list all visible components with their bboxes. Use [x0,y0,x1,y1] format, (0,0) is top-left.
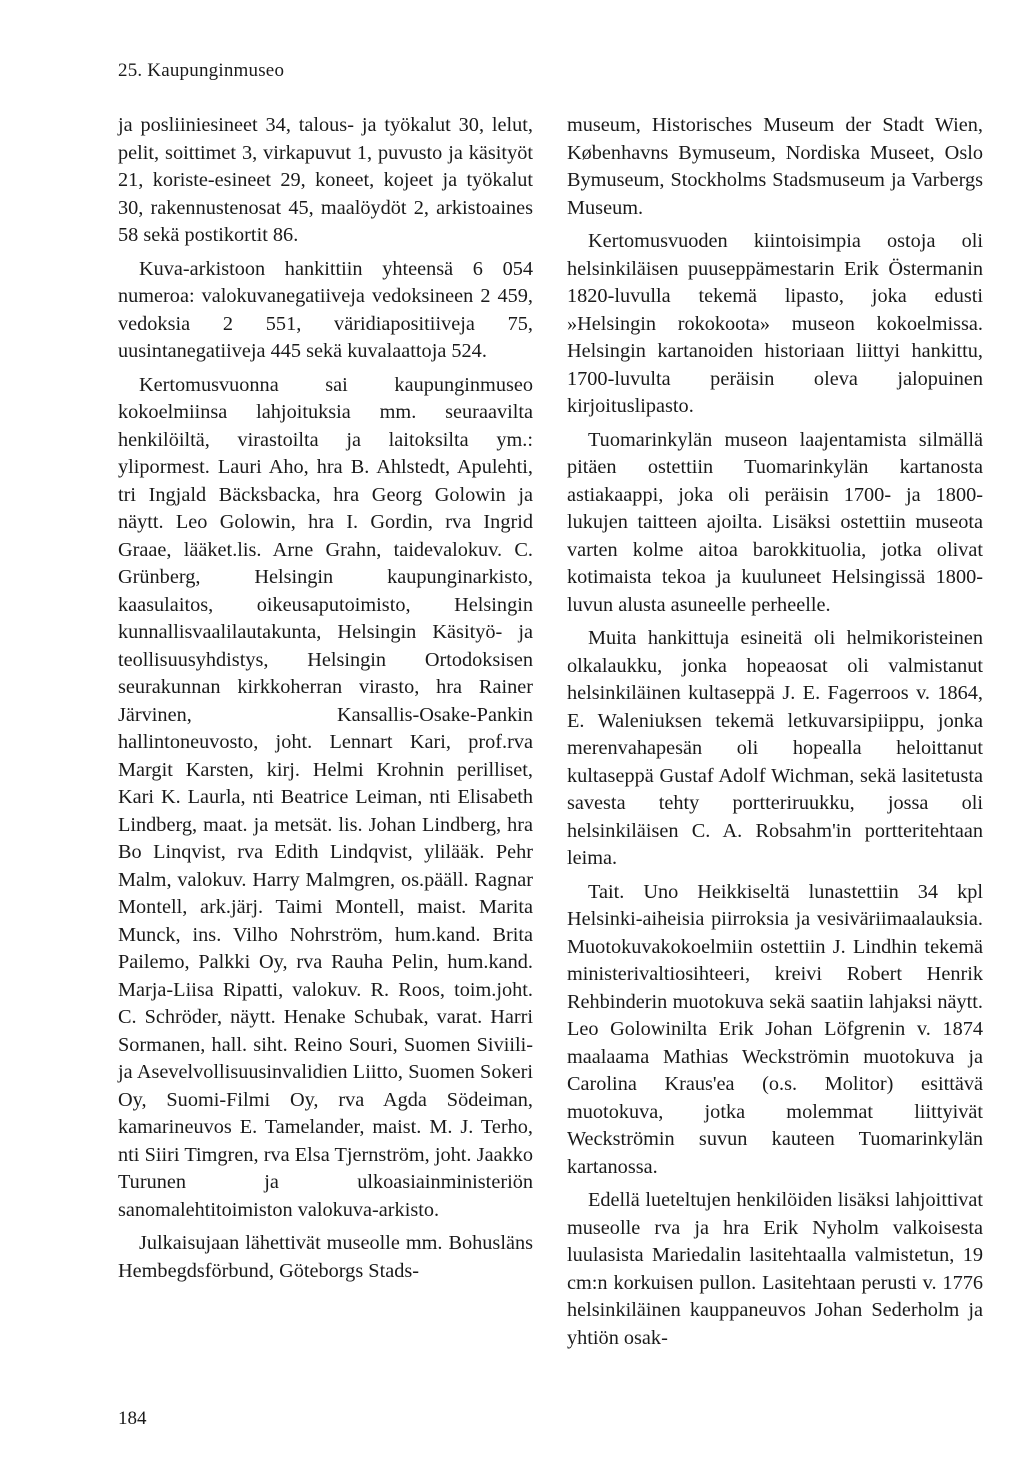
paragraph: museum, Historisches Museum der Stadt Wien, Københavns Bymuseum, Nordiska Museet, Oslo Bymuseum, Stockholms Stadsmuseum ja Varbergs Museum. [567,114,983,219]
paragraph: Tait. Uno Heikkiseltä lunastettiin 34 kpl Helsinki-aiheisia piirroksia ja vesiväriimaalauksia. Muotokuvakokoelmiin ostettiin J. Lindhin tekemä ministerivaltiosihteeri, kreivi Robert Henrik Rehbinderin muotokuva sekä saatiin lahjaksi näytt. Leo Golowinilta Erik Johan Löfgrenin v. 1874 maalaama Mathias Weckströmin muotokuva ja Carolina Kraus'ea (o.s. Molitor) esittävä muotokuva, jotka molemmat liittyivät Weckströmin suvun kauteen Tuomarinkylän kartanossa. [567,880,983,1178]
paragraph: Kuva-arkistoon hankittiin yhteensä 6 054 numeroa: valokuvanegatiiveja vedoksineen 2 459, vedoksia 2 551, väridiapositiiveja 75, uusintanegatiiveja 445 sekä kuvalaattoja 524. [118,257,533,362]
paragraph: Julkaisujaan lähettivät museolle mm. Bohusläns Hembegdsförbund, Göteborgs Stads- [118,1232,533,1282]
paragraph: Muita hankittuja esineitä oli helmikoristeinen olkalaukku, jonka hopeaosat oli valmistanut helsinkiläinen kultaseppä J. E. Fagerroos v. 1864, E. Waleniuksen tekemä letkuvarsipiippu, jonka merenvahapesän oli hopealla heloittanut kultaseppä Gustaf Adolf Wichman, sekä lasitetusta savesta tehty portteriruukku, jossa oli helsinkiläisen C. A. Robsahm'in portteritehtaan leima. [567,627,983,869]
paragraph: Kertomusvuoden kiintoisimpia ostoja oli helsinkiläisen puuseppämestarin Erik Östermanin 1820-luvulla tekemä lipasto, joka edusti »Helsingin rokokoota» museon kokoelmissa. Helsingin kartanoiden historiaan liittyi hankittu, 1700-luvulta peräisin oleva jalopuinen kirjoituslipasto. [567,230,983,417]
paragraph: Kertomusvuonna sai kaupunginmuseo kokoelmiinsa lahjoituksia mm. seuraavilta henkilöiltä, virastoilta ja laitoksilta ym.: ylipormest. Lauri Aho, hra B. Ahlstedt, Apulehti, tri Ingjald Bäcksbacka, hra Georg Golowin ja näytt. Leo Golowin, hra I. Gordin, rva Ingrid Graae, lääket.lis. Arne Grahn, taidevalokuv. C. Grünberg, Helsingin kaupunginarkisto, kaasulaitos, oikeusaputoimisto, Helsingin kunnallisvaalilautakunta, Helsingin Käsityö- ja teollisuusyhdistys, Helsingin Ortodoksisen seurakunnan kirkkoherran virasto, hra Rainer Järvinen, Kansallis-Osake-Pankin hallintoneuvosto, joht. Lennart Kari, prof.rva Margit Karsten, kirj. Helmi Krohnin perilliset, Kari K. Laurla, nti Beatrice Leiman, nti Elisabeth Lindberg, maat. ja metsät. lis. Johan Lindberg, hra Bo Linqvist, rva Edith Lindqvist, ylilääk. Pehr Malm, valokuv. Harry Malmgren, os.pääll. Ragnar Montell, ark.järj. Taimi Montell, maist. Marita Munck, ins. Vilho Nohrström, hum.kand. Brita Pailemo, Palkki Oy, rva Rauha Pelin, hum.kand. Marja-Liisa Ripatti, valokuv. R. Roos, toim.joht. C. Schröder, näytt. Henake Schubak, varat. Harri Sormanen, hall. siht. Reino Souri, Suomen Siviili- ja Asevelvollisuusinvalidien Liitto, Suomen Sokeri Oy, Suomi-Filmi Oy, rva Agda Södeiman, kamarineuvos E. Tamelander, maist. M. J. Terho, nti Siiri Timgren, rva Elsa Tjernström, joht. Jaakko Turunen ja ulkoasiainministeriön sanomalehtitoimiston valokuva-arkisto. [118,373,533,1221]
left-column [118,112,533,1291]
paragraph: Edellä lueteltujen henkilöiden lisäksi lahjoittivat museolle rva ja hra Erik Nyholm valkoisesta luulasista Mariedalin lasitehtaalla valmistetun, 19 cm:n korkuisen pullon. Lasitehtaan perusti v. 1776 helsinkiläinen kauppaneuvos Johan Sederholm ja yhtiön osak- [567,1189,983,1349]
paragraph: ja posliiniesineet 34, talous- ja työkalut 30, lelut, pelit, soittimet 3, virkapuvut 1, puvusto ja käsityöt 21, koriste-esineet 29, koneet, kojeet ja työkalut 30, rakennustenosat 45, maalöydöt 2, arkistoaines 58 sekä postikortit 86. [118,114,533,246]
running-head: 25. Kaupunginmuseo [118,60,285,81]
paragraph: Tuomarinkylän museon laajentamista silmällä pitäen ostettiin Tuomarinkylän kartanosta astiakaappi, joka oli peräisin 1700- ja 1800-lukujen taitteen ajoilta. Lisäksi ostettiin museota varten kolme aitoa barokkituolia, jotka olivat kotimaista tekoa ja kuuluneet Helsingissä 1800-luvun alusta asuneelle perheelle. [567,428,983,616]
page-number: 184 [118,1408,147,1429]
right-column [567,112,983,1358]
